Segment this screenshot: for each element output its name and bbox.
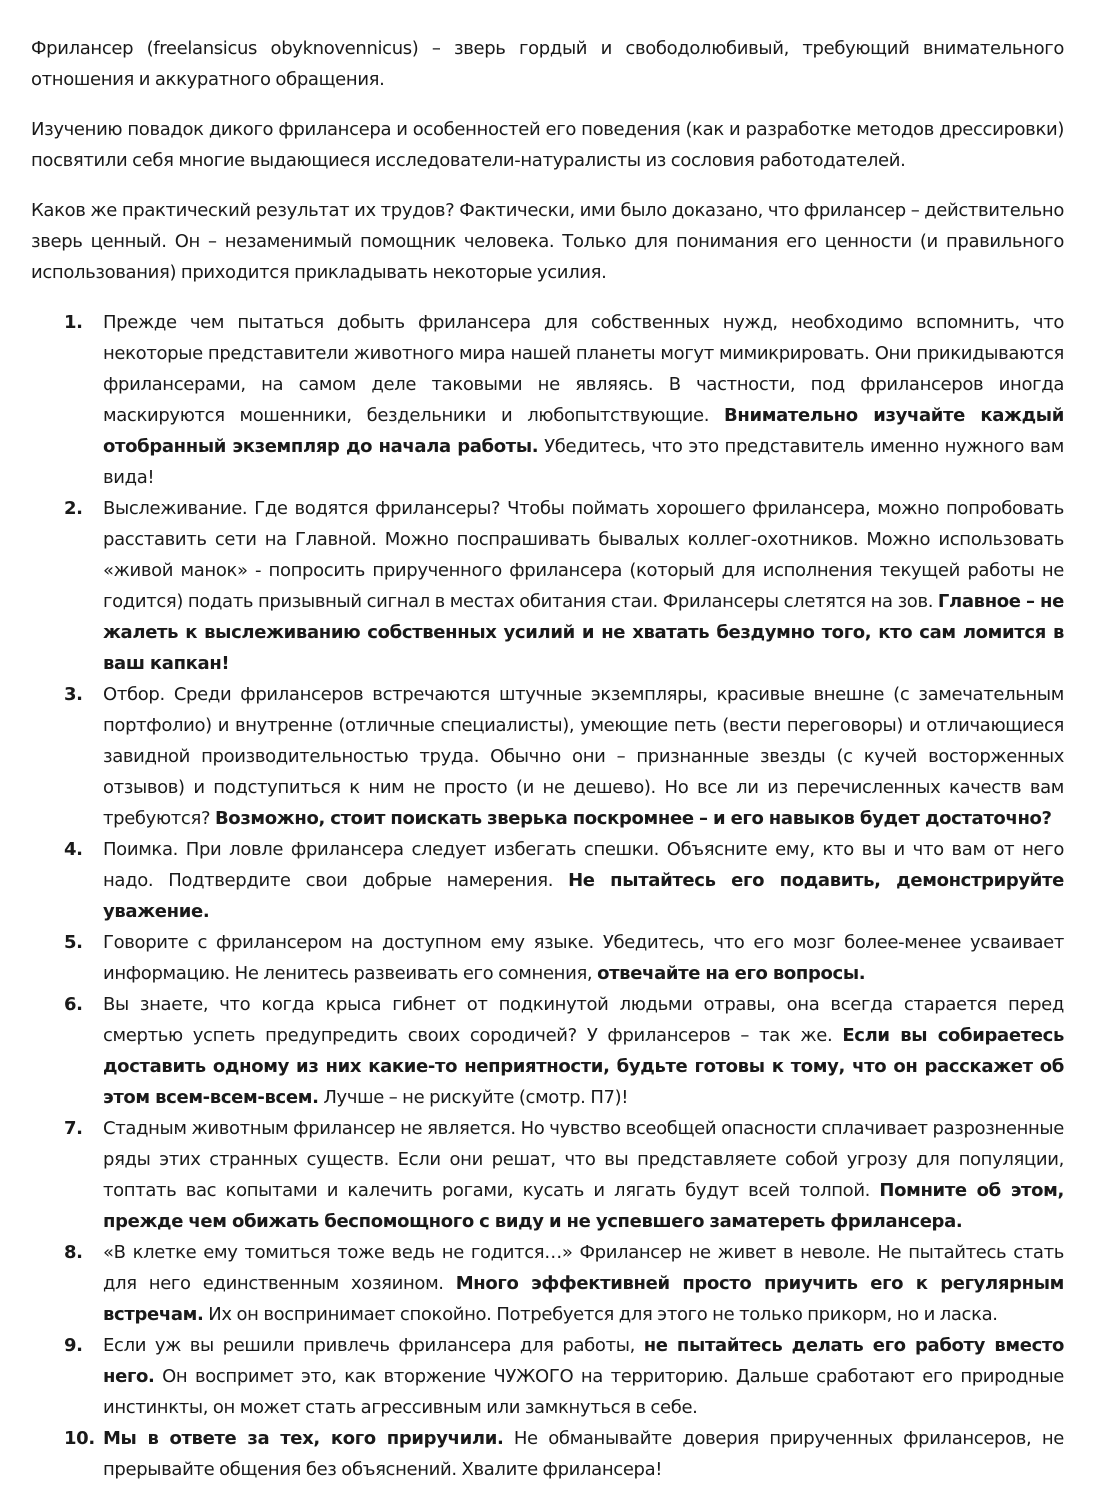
item-number: 5. bbox=[64, 932, 83, 953]
item-bold-text: не пытайтесь делать его работу вместо него. bbox=[103, 1335, 1064, 1387]
item-bold-text: Внимательно изучайте каждый отобранный экземпляр до начала работы. bbox=[103, 405, 1064, 457]
intro-paragraph-2: Изучению повадок дикого фрилансера и особенностей его поведения (как и разработке методов дрессировки) посвятили себя многие выдающиеся исследователи-натуралисты из сословия работодателей. bbox=[31, 119, 1064, 171]
item-number: 6. bbox=[64, 994, 83, 1015]
item-bold-text: Много эффективней просто приучить его к регулярным встречам. bbox=[103, 1273, 1064, 1325]
item-text: «В клетке ему томиться тоже ведь не годится…» Фрилансер не живет в неволе. Не пытайтесь стать для него единственным хозяином. bbox=[103, 1242, 1064, 1294]
item-bold-text: Если вы собираетесь доставить одному из них какие-то неприятности, будьте готовы к тому, что он расскажет об этом всем-всем-всем. bbox=[103, 1025, 1065, 1108]
list-item-10 bbox=[31, 1423, 1064, 1485]
item-number: 9. bbox=[64, 1335, 83, 1356]
list-item-4 bbox=[31, 834, 1064, 927]
item-bold-text: Возможно, стоит поискать зверька поскромнее – и его навыков будет достаточно? bbox=[214, 808, 1052, 829]
item-number: 8. bbox=[64, 1242, 83, 1263]
list-item-6 bbox=[31, 989, 1064, 1113]
item-bold-text: отвечайте на его вопросы. bbox=[597, 963, 866, 984]
intro-paragraph-3: Каков же практический результат их трудов? Фактически, ими было доказано, что фрилансер – действительно зверь ценный. Он – незаменимый помощник человека. Только для понимания его ценности (и правильного использования) приходится прикладывать некоторые усилия. bbox=[31, 200, 1064, 283]
item-number: 7. bbox=[64, 1118, 83, 1139]
item-text-tail: Их он воспринимает спокойно. Потребуется для этого не только прикорм, но и ласка. bbox=[203, 1304, 998, 1325]
intro-paragraph-1: Фрилансер (freelansicus obyknovennicus) – зверь гордый и свободолюбивый, требующий внимательного отношения и аккуратного обращения. bbox=[31, 38, 1064, 90]
item-number: 10. bbox=[64, 1428, 95, 1449]
item-text: Вы знаете, что когда крыса гибнет от подкинутой людьми отравы, она всегда старается перед смертью успеть предупредить своих сородичей? У фрилансеров – так же. bbox=[103, 994, 1064, 1046]
item-bold-text: Мы в ответе за тех, кого приручили. bbox=[103, 1428, 504, 1449]
item-text-tail: Убедитесь, что это представитель именно нужного вам вида! bbox=[103, 436, 1064, 488]
item-bold-text: Помните об этом, прежде чем обижать беспомощного с виду и не успевшего заматереть фрилансера. bbox=[103, 1180, 1064, 1232]
list-item-8 bbox=[31, 1237, 1064, 1330]
item-text: Прежде чем пытаться добыть фрилансера для собственных нужд, необходимо вспомнить, что некоторые представители животного мира нашей планеты могут мимикрировать. Они прикидываются фрилансерами, на самом деле таковыми не являясь. В частности, под фрилансеров иногда маскируются мошенники, бездельники и любопытствующие. bbox=[103, 312, 1064, 426]
rules-list bbox=[31, 307, 1064, 1485]
item-number: 1. bbox=[64, 312, 83, 333]
item-bold-text: Не пытайтесь его подавить, демонстрируйте уважение. bbox=[103, 870, 1064, 922]
list-item-2 bbox=[31, 493, 1064, 679]
item-number: 2. bbox=[64, 498, 83, 519]
list-item-5 bbox=[31, 927, 1064, 989]
item-text: Если уж вы решили привлечь фрилансера для работы, bbox=[103, 1335, 644, 1356]
item-number: 4. bbox=[64, 839, 83, 860]
list-item-7 bbox=[31, 1113, 1064, 1237]
item-text: Поимка. При ловле фрилансера следует избегать спешки. Объясните ему, кто вы и что вам от него надо. Подтвердите свои добрые намерения. bbox=[103, 839, 1064, 891]
list-item-9 bbox=[31, 1330, 1064, 1423]
item-number: 3. bbox=[64, 684, 83, 705]
item-text-tail: Лучше – не рискуйте (смотр. П7)! bbox=[318, 1087, 629, 1108]
list-item-1 bbox=[31, 307, 1064, 493]
item-text-tail: Не обманывайте доверия прирученных фрилансеров, не прерывайте общения без объяснений. Хвалите фрилансера! bbox=[103, 1428, 1064, 1480]
item-text: Отбор. Среди фрилансеров встречаются штучные экземпляры, красивые внешне (с замечательным портфолио) и внутренне (отличные специалисты), умеющие петь (вести переговоры) и отличающиеся завидной производительностью труда. Обычно они – признанные звезды (с кучей восторженных отзывов) и подступиться к ним не просто (и не дешево). Но все ли из перечисленных качеств вам требуются? bbox=[103, 684, 1064, 829]
item-bold-text: Главное – не жалеть к выслеживанию собственных усилий и не хватать бездумно того, кто сам ломится в ваш капкан! bbox=[103, 591, 1064, 674]
item-text: Стадным животным фрилансер не является. Но чувство всеобщей опасности сплачивает разрозненные ряды этих странных существ. Если они решат, что вы представляете собой угрозу для популяции, топтать вас копытами и калечить рогами, кусать и лягать будут всей толпой. bbox=[103, 1118, 1064, 1201]
item-text: Говорите с фрилансером на доступном ему языке. Убедитесь, что его мозг более-менее усваивает информацию. Не ленитесь развеивать его сомнения, bbox=[103, 932, 1064, 984]
item-text: Выслеживание. Где водятся фрилансеры? Чтобы поймать хорошего фрилансера, можно попробовать расставить сети на Главной. Можно поспрашивать бывалых коллег-охотников. Можно использовать «живой манок» - попросить прирученного фрилансера (который для исполнения текущей работы не годится) подать призывный сигнал в местах обитания стаи. Фрилансеры слетятся на зов. bbox=[103, 498, 1064, 612]
list-item-3 bbox=[31, 679, 1064, 834]
item-text-tail: Он воспримет это, как вторжение ЧУЖОГО на территорию. Дальше сработают его природные инстинкты, он может стать агрессивным или замкнуться в себе. bbox=[103, 1366, 1064, 1418]
